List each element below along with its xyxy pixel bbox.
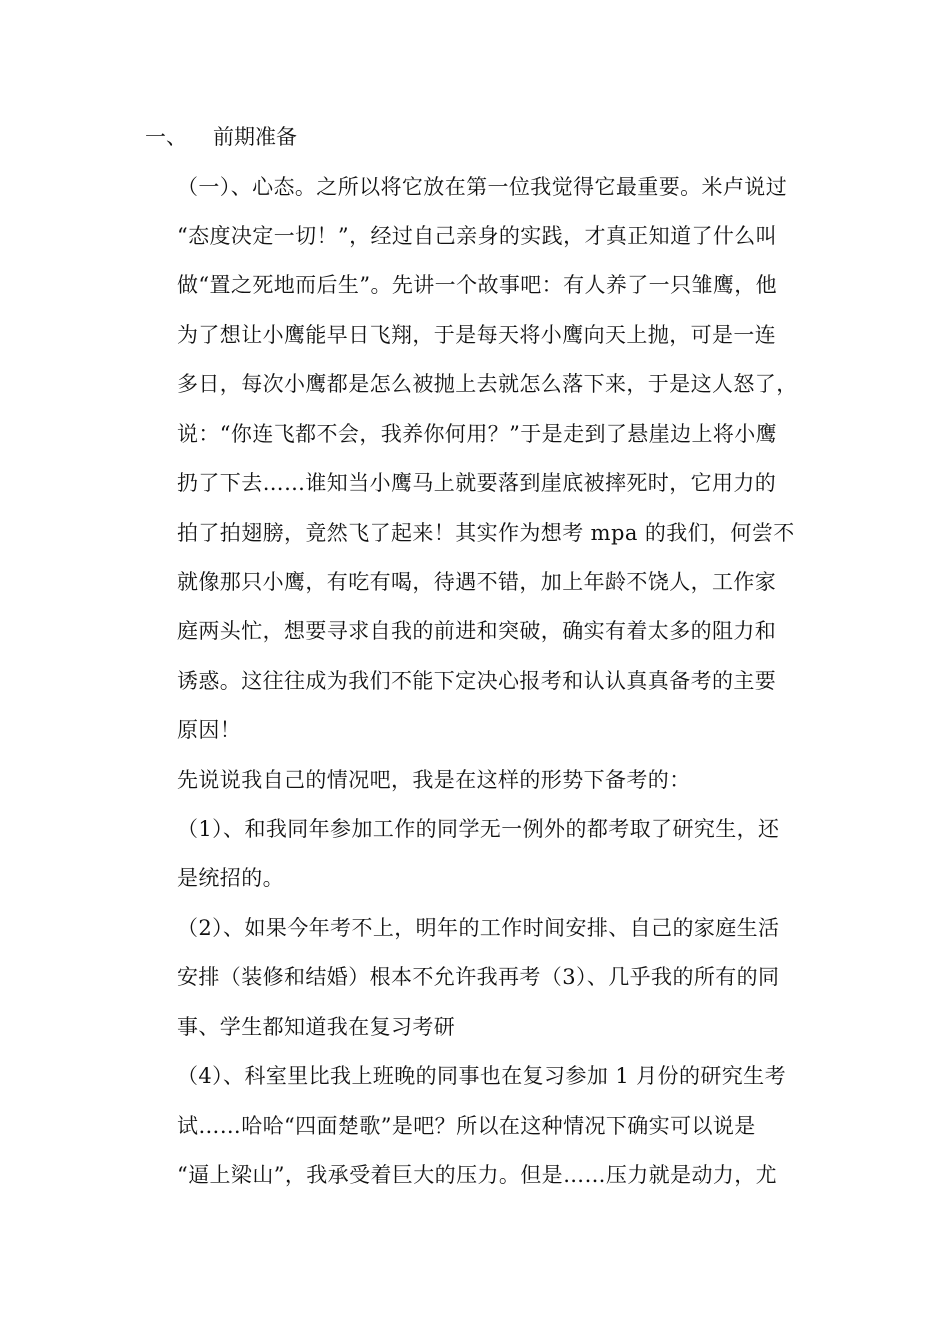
list-item-line: 试……哈哈“四面楚歌”是吧？所以在这种情况下确实可以说是 bbox=[177, 1114, 756, 1138]
paragraph-line: 说：“你连飞都不会，我养你何用？”于是走到了悬崖边上将小鹰 bbox=[177, 422, 778, 446]
paragraph-line: “态度决定一切！”，经过自己亲身的实践，才真正知道了什么叫 bbox=[177, 224, 778, 248]
paragraph-line: 为了想让小鹰能早日飞翔，于是每天将小鹰向天上抛，可是一连 bbox=[177, 323, 777, 347]
list-item-line: （2）、如果今年考不上，明年的工作时间安排、自己的家庭生活 bbox=[177, 916, 780, 940]
list-item-line: （4）、科室里比我上班晚的同事也在复习参加 1 月份的研究生考 bbox=[177, 1064, 786, 1088]
paragraph-line: 多日，每次小鹰都是怎么被抛上去就怎么落下来，于是这人怒了， bbox=[177, 372, 798, 396]
section-number: 一、 bbox=[145, 125, 187, 149]
list-item-line: 事、学生都知道我在复习考研 bbox=[177, 1015, 456, 1039]
list-item-line: 是统招的。 bbox=[177, 866, 284, 890]
paragraph-line: 拍了拍翅膀，竟然飞了起来！其实作为想考 mpa 的我们，何尝不 bbox=[177, 521, 795, 545]
paragraph-line: 扔了下去……谁知当小鹰马上就要落到崖底被摔死时，它用力的 bbox=[177, 471, 777, 495]
paragraph-line: 先说说我自己的情况吧，我是在这样的形势下备考的： bbox=[177, 768, 691, 792]
section-title: 前期准备 bbox=[213, 125, 297, 149]
paragraph-line: 原因！ bbox=[177, 718, 242, 742]
list-item-line: （1）、和我同年参加工作的同学无一例外的都考取了研究生，还 bbox=[177, 817, 780, 841]
list-item-line: 安排（装修和结婚）根本不允许我再考（3）、几乎我的所有的同 bbox=[177, 965, 780, 989]
paragraph-line: 做“置之死地而后生”。先讲一个故事吧：有人养了一只雏鹰，他 bbox=[177, 273, 778, 297]
list-item-line: “逼上梁山”，我承受着巨大的压力。但是……压力就是动力，尤 bbox=[177, 1163, 778, 1187]
paragraph-line: 就像那只小鹰，有吃有喝，待遇不错，加上年龄不饶人，工作家 bbox=[177, 570, 777, 594]
paragraph-line: 诱惑。这往往成为我们不能下定决心报考和认认真真备考的主要 bbox=[177, 669, 777, 693]
paragraph-line: 庭两头忙，想要寻求自我的前进和突破，确实有着太多的阻力和 bbox=[177, 619, 777, 643]
section-heading bbox=[145, 120, 297, 154]
paragraph-line: （一）、心态。之所以将它放在第一位我觉得它最重要。米卢说过 bbox=[177, 175, 788, 199]
